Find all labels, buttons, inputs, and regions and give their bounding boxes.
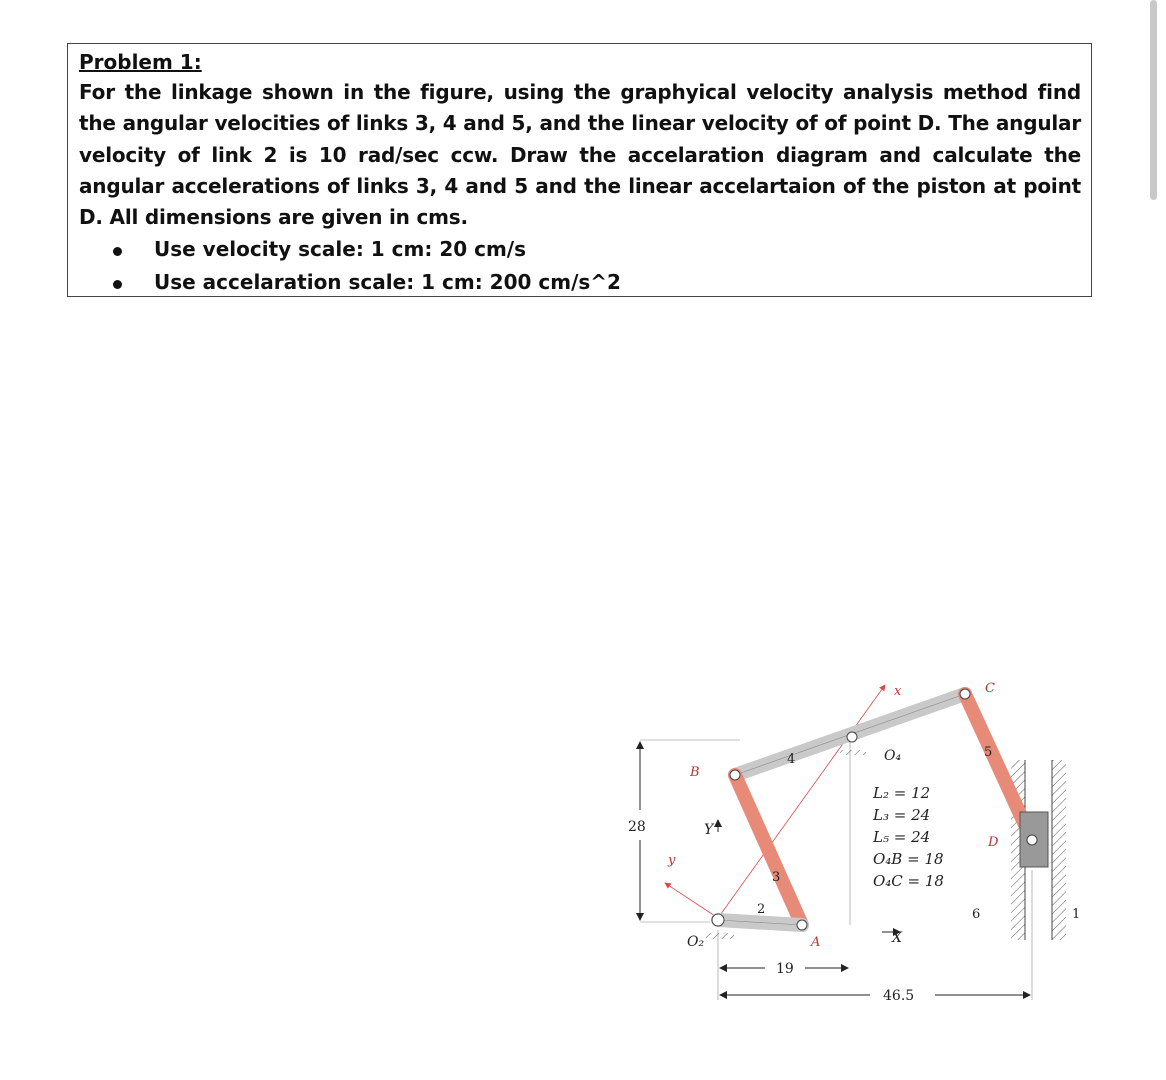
slider-guide-right xyxy=(1052,760,1066,940)
pin-d xyxy=(1027,835,1037,845)
label-y-small: y xyxy=(668,853,676,868)
bullet-icon xyxy=(113,280,122,289)
bullet-icon xyxy=(113,247,122,256)
label-y-big: Y xyxy=(704,822,714,838)
link-3 xyxy=(735,775,802,925)
dim-19-label: 19 xyxy=(776,961,794,977)
label-b: B xyxy=(690,765,700,780)
label-link-5: 5 xyxy=(984,745,993,760)
label-o2: O₂ xyxy=(687,934,705,950)
label-x-small: x xyxy=(894,684,902,699)
param-o4c: O₄C = 18 xyxy=(873,872,944,890)
problem-box xyxy=(67,43,1092,297)
param-l2: L₂ = 12 xyxy=(873,784,931,802)
label-d: D xyxy=(988,835,999,850)
pin-o4 xyxy=(847,732,857,742)
label-c: C xyxy=(985,681,995,696)
list-item xyxy=(79,266,1081,299)
label-link-6: 6 xyxy=(972,907,981,922)
pin-o2 xyxy=(712,914,724,926)
global-axes xyxy=(665,685,885,925)
velocity-scale-text: Use velocity scale: 1 cm: 20 cm/s xyxy=(154,237,527,262)
param-l5: L₅ = 24 xyxy=(873,828,931,846)
param-o4b: O₄B = 18 xyxy=(873,850,944,868)
list-item xyxy=(79,233,1081,266)
label-o4: O₄ xyxy=(884,748,902,764)
linkage-figure xyxy=(600,670,1090,1010)
pin-c xyxy=(960,689,970,699)
dimension-19 xyxy=(718,930,848,1000)
label-link-4: 4 xyxy=(787,752,796,767)
scale-list xyxy=(79,233,1081,299)
dim-28-label: 28 xyxy=(628,819,646,835)
acceleration-scale-text: Use accelaration scale: 1 cm: 200 cm/s^2 xyxy=(154,270,621,295)
label-a: A xyxy=(811,935,821,950)
label-link-2: 2 xyxy=(757,902,766,917)
label-x-big: X xyxy=(892,930,902,946)
ground-o2 xyxy=(706,933,734,939)
problem-title: Problem 1: xyxy=(79,50,202,74)
param-l3: L₃ = 24 xyxy=(873,806,931,824)
parameter-list xyxy=(872,784,944,890)
label-link-1: 1 xyxy=(1072,907,1081,922)
dimension-46-5 xyxy=(720,870,1032,1004)
pin-a xyxy=(797,920,807,930)
pin-b xyxy=(730,770,740,780)
scrollbar[interactable] xyxy=(1150,0,1157,200)
ground-o4 xyxy=(840,750,866,755)
problem-statement: For the linkage shown in the figure, using the graphyical velocity analysis method find the angular velocities of links 3, 4 and 5, and the linear velocity of of point D. The angular velocity of link 2 is 10 rad/sec ccw. Draw the accelaration diagram and calculate the angular accelerations of links 3, 4 and 5 and the linear accelartaion of the piston at point D. All dimensions are given in cms. xyxy=(79,80,1081,230)
label-link-3: 3 xyxy=(772,870,781,885)
dimension-28 xyxy=(628,740,740,922)
dim-46-5-label: 46.5 xyxy=(883,988,915,1004)
